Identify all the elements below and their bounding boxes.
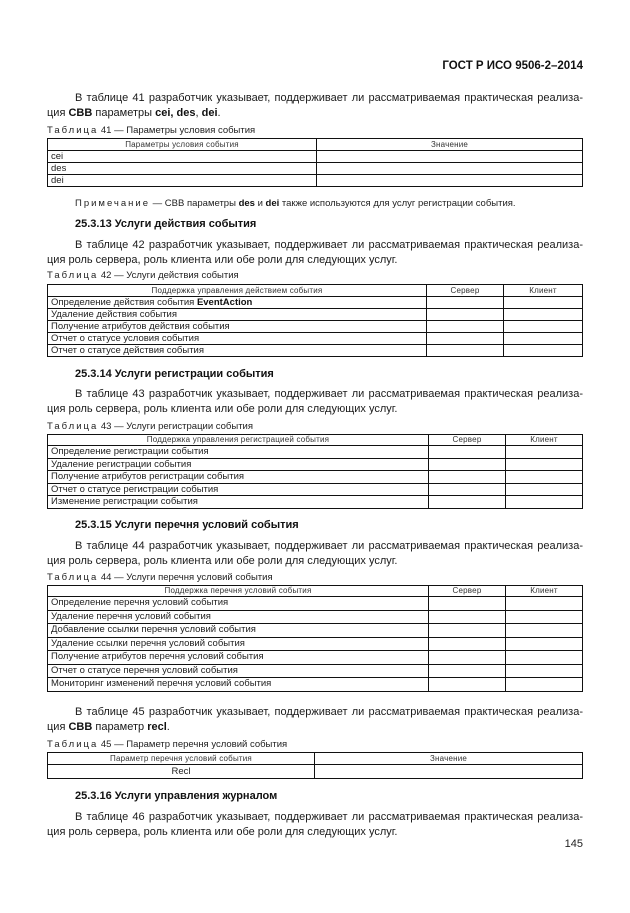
server-cell — [429, 610, 506, 624]
cell: Отчет о статусе регистрации события — [48, 483, 429, 496]
client-cell — [506, 496, 583, 509]
cell: Отчет о статусе действия события — [48, 345, 427, 357]
table-row — [48, 446, 583, 459]
column-header: Значение — [315, 753, 583, 765]
section-heading-25-3-15: 25.3.15 Услуги перечня условий события — [75, 519, 299, 531]
paragraph-table-46-intro: В таблице 46 разработчик указывает, поддерживает ли рассматриваемая практическая реализа-ция роль сервера, роль клиента или обе роли для следующих услуг. — [47, 811, 583, 838]
server-cell — [429, 678, 506, 692]
server-cell — [429, 664, 506, 678]
column-header: Клиент — [506, 435, 583, 446]
table-row — [48, 765, 583, 779]
client-cell — [504, 297, 583, 309]
cell: Удаление ссылки перечня условий события — [48, 637, 429, 651]
client-cell — [506, 483, 583, 496]
server-cell — [427, 297, 504, 309]
client-cell — [506, 637, 583, 651]
column-header: Сервер — [429, 586, 506, 597]
table-42-caption: Таблица 42 — Услуги действия события — [47, 270, 239, 281]
cell — [317, 163, 583, 175]
column-header: Параметры условия события — [48, 139, 317, 151]
column-header: Параметр перечня условий события — [48, 753, 315, 765]
table-45 — [47, 752, 583, 779]
table-row — [48, 151, 583, 163]
client-cell — [506, 624, 583, 638]
table-44-caption: Таблица 44 — Услуги перечня условий события — [47, 572, 273, 583]
client-cell — [506, 678, 583, 692]
column-header: Поддержка управления регистрацией события — [48, 435, 429, 446]
cell — [315, 765, 583, 779]
table-row — [48, 597, 583, 611]
cell — [317, 175, 583, 187]
client-cell — [504, 345, 583, 357]
table-42 — [47, 284, 583, 357]
table-row — [48, 624, 583, 638]
section-heading-25-3-16: 25.3.16 Услуги управления журналом — [75, 790, 278, 802]
server-cell — [427, 345, 504, 357]
column-header: Сервер — [427, 285, 504, 297]
server-cell — [429, 471, 506, 484]
cell: Добавление ссылки перечня условий события — [48, 624, 429, 638]
table-row — [48, 651, 583, 665]
table-row — [48, 163, 583, 175]
server-cell — [429, 624, 506, 638]
table-45-caption: Таблица 45 — Параметр перечня условий события — [47, 739, 288, 750]
server-cell — [427, 321, 504, 333]
column-header: Поддержка перечня условий события — [48, 586, 429, 597]
client-cell — [506, 610, 583, 624]
table-row — [48, 297, 583, 309]
paragraph-table-44-intro: В таблице 44 разработчик указывает, поддерживает ли рассматриваемая практическая реализа-ция роль сервера, роль клиента или обе роли для следующих услуг. — [47, 540, 583, 567]
server-cell — [429, 446, 506, 459]
table-43 — [47, 434, 583, 509]
page-number: 145 — [564, 838, 583, 850]
table-row — [48, 496, 583, 509]
client-cell — [506, 471, 583, 484]
table-header-row — [48, 435, 583, 446]
client-cell — [504, 333, 583, 345]
cell: Определение действия события EventAction — [48, 297, 427, 309]
table-row — [48, 637, 583, 651]
cell: Удаление перечня условий события — [48, 610, 429, 624]
paragraph-table-41-intro: В таблице 41 разработчик указывает, поддерживает ли рассматриваемая практическая реализа-ция CBB параметры cei, des, dei. — [47, 92, 583, 119]
client-cell — [506, 597, 583, 611]
cell: Recl — [48, 765, 315, 779]
table-row — [48, 321, 583, 333]
table-row — [48, 678, 583, 692]
client-cell — [506, 651, 583, 665]
client-cell — [504, 321, 583, 333]
cell: Отчет о статусе перечня условий события — [48, 664, 429, 678]
server-cell — [427, 333, 504, 345]
document-standard-id: ГОСТ Р ИСО 9506-2–2014 — [442, 60, 583, 72]
client-cell — [506, 446, 583, 459]
server-cell — [429, 483, 506, 496]
cell — [317, 151, 583, 163]
paragraph-table-42-intro: В таблице 42 разработчик указывает, поддерживает ли рассматриваемая практическая реализа-ция роль сервера, роль клиента или обе роли для следующих услуг. — [47, 239, 583, 266]
client-cell — [506, 664, 583, 678]
table-row — [48, 175, 583, 187]
cell: Отчет о статусе условия события — [48, 333, 427, 345]
server-cell — [427, 309, 504, 321]
cell: cei — [48, 151, 317, 163]
paragraph-table-43-intro: В таблице 43 разработчик указывает, поддерживает ли рассматриваемая практическая реализа-ция роль сервера, роль клиента или обе роли для следующих услуг. — [47, 388, 583, 415]
table-row — [48, 610, 583, 624]
cell: Получение атрибутов действия события — [48, 321, 427, 333]
cell: Получение атрибутов перечня условий события — [48, 651, 429, 665]
table-row — [48, 483, 583, 496]
table-header-row — [48, 285, 583, 297]
table-row — [48, 345, 583, 357]
column-header: Клиент — [506, 586, 583, 597]
note: Примечание — CBB параметры des и dei также используются для услуг регистрации события. — [75, 198, 516, 209]
server-cell — [429, 458, 506, 471]
section-heading-25-3-14: 25.3.14 Услуги регистрации события — [75, 368, 274, 380]
server-cell — [429, 597, 506, 611]
column-header: Значение — [317, 139, 583, 151]
cell: Удаление регистрации события — [48, 458, 429, 471]
cell: Изменение регистрации события — [48, 496, 429, 509]
column-header: Поддержка управления действием события — [48, 285, 427, 297]
table-header-row — [48, 139, 583, 151]
column-header: Клиент — [504, 285, 583, 297]
cell: Удаление действия события — [48, 309, 427, 321]
server-cell — [429, 496, 506, 509]
server-cell — [429, 637, 506, 651]
client-cell — [504, 309, 583, 321]
table-header-row — [48, 753, 583, 765]
cell: Получение атрибутов регистрации события — [48, 471, 429, 484]
cell: Определение перечня условий события — [48, 597, 429, 611]
table-header-row — [48, 586, 583, 597]
table-row — [48, 458, 583, 471]
cell: des — [48, 163, 317, 175]
table-44 — [47, 585, 583, 692]
paragraph-table-45-intro: В таблице 45 разработчик указывает, поддерживает ли рассматриваемая практическая реализа-ция CBB параметр recl. — [47, 706, 583, 733]
table-row — [48, 664, 583, 678]
server-cell — [429, 651, 506, 665]
client-cell — [506, 458, 583, 471]
cell: Мониторинг изменений перечня условий события — [48, 678, 429, 692]
column-header: Сервер — [429, 435, 506, 446]
section-heading-25-3-13: 25.3.13 Услуги действия события — [75, 218, 257, 230]
cell: dei — [48, 175, 317, 187]
table-row — [48, 309, 583, 321]
table-43-caption: Таблица 43 — Услуги регистрации события — [47, 421, 254, 432]
table-row — [48, 333, 583, 345]
table-41 — [47, 138, 583, 187]
table-row — [48, 471, 583, 484]
table-41-caption: Таблица 41 — Параметры условия события — [47, 125, 256, 136]
cell: Определение регистрации события — [48, 446, 429, 459]
